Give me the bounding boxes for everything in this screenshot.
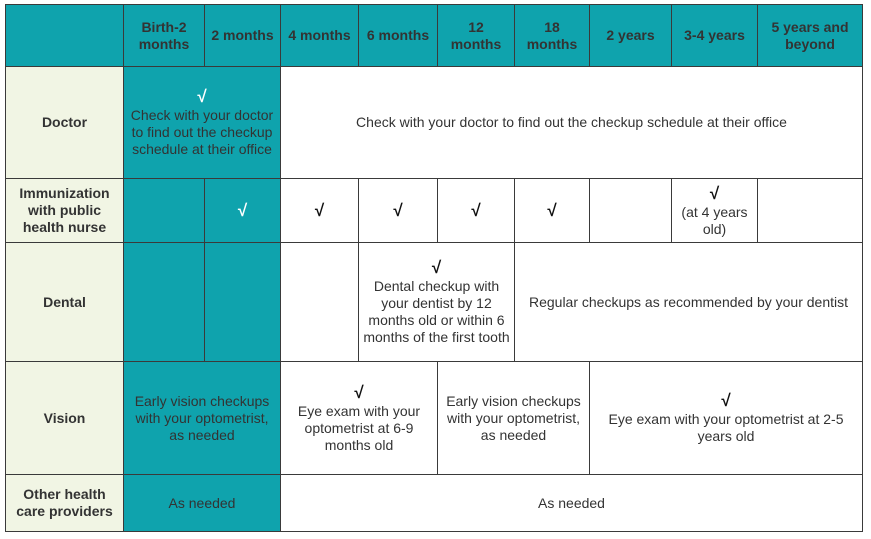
vision-eye-exam-cell-2 [590, 362, 863, 475]
checkmark-icon: √ [237, 200, 248, 220]
other-rest-text: As needed [538, 494, 605, 511]
header-birth-2-months: Birth-2 months [124, 5, 205, 67]
header-3-4-years: 3-4 years [672, 5, 758, 67]
doctor-rest-text: Check with your doctor to find out the checkup schedule at their office [356, 114, 787, 130]
header-18-months: 18 months [515, 5, 590, 67]
checkmark-icon: √ [393, 200, 403, 220]
doctor-schedule-cell [281, 67, 863, 179]
immunization-3-4-years-cell [672, 179, 758, 243]
other-birth-cell [124, 475, 281, 532]
row-label-immunization: Immunization with public health nurse [6, 179, 124, 243]
row-label-doctor: Doctor [6, 67, 124, 179]
row-other-providers [6, 475, 863, 532]
checkmark-icon: √ [431, 258, 442, 277]
dental-birth-cell [124, 243, 205, 362]
dental-regular-cell [515, 243, 863, 362]
vision-early-cell [124, 362, 281, 475]
checkmark-icon: √ [471, 200, 481, 220]
row-label-other-providers: Other health care providers [6, 475, 124, 532]
vision-eye-exam-text-2: Eye exam with your optometrist at 2-5 years old [608, 411, 844, 444]
row-label-vision: Vision [6, 362, 124, 475]
checkmark-icon: √ [709, 183, 720, 203]
other-rest-cell [281, 475, 863, 532]
immunization-2-years-cell [590, 179, 672, 243]
checkmark-icon: √ [547, 200, 557, 220]
immunization-3-4-years-note: (at 4 years old) [681, 203, 748, 237]
vision-eye-exam-text: Eye exam with your optometrist at 6-9 months old [297, 402, 421, 453]
immunization-4-months-cell [281, 179, 359, 243]
header-corner [6, 5, 124, 67]
row-dental [6, 243, 863, 362]
immunization-6-months-cell [359, 179, 438, 243]
immunization-birth-cell [124, 179, 205, 243]
vision-early-cell-2 [438, 362, 590, 475]
dental-checkup-cell [359, 243, 515, 362]
row-immunization [6, 179, 863, 243]
header-2-months: 2 months [205, 5, 281, 67]
row-label-dental: Dental [6, 243, 124, 362]
dental-regular-text: Regular checkups as recommended by your dentist [528, 293, 849, 310]
immunization-5-years-cell [758, 179, 863, 243]
checkmark-icon: √ [354, 382, 364, 402]
checkmark-icon: √ [314, 200, 325, 220]
header-12-months: 12 months [438, 5, 515, 67]
doctor-birth-2-months-cell [124, 67, 281, 179]
header-2-years: 2 years [590, 5, 672, 67]
immunization-18-months-cell [515, 179, 590, 243]
immunization-12-months-cell [438, 179, 515, 243]
immunization-2-months-cell [205, 179, 281, 243]
checkmark-icon: √ [197, 87, 207, 106]
dental-checkup-text: Dental checkup with your dentist by 12 months old or within 6 months of the first tooth [363, 278, 510, 345]
checkup-schedule-table [5, 4, 863, 532]
header-5-years-and-beyond: 5 years and beyond [758, 5, 863, 67]
row-doctor [6, 67, 863, 179]
checkmark-icon: √ [721, 391, 731, 410]
header-6-months: 6 months [359, 5, 438, 67]
other-birth-text: As needed [168, 494, 236, 511]
dental-2-months-cell [205, 243, 281, 362]
vision-early-text: Early vision checkups with your optometrist, as needed [134, 392, 270, 443]
vision-early-text-2: Early vision checkups with your optometrist, as needed [446, 392, 581, 443]
header-row [6, 5, 863, 67]
row-vision [6, 362, 863, 475]
header-4-months: 4 months [281, 5, 359, 67]
vision-eye-exam-cell [281, 362, 438, 475]
dental-4-months-cell [281, 243, 359, 362]
doctor-birth-text: Check with your doctor to find out the checkup schedule at their office [130, 107, 274, 157]
